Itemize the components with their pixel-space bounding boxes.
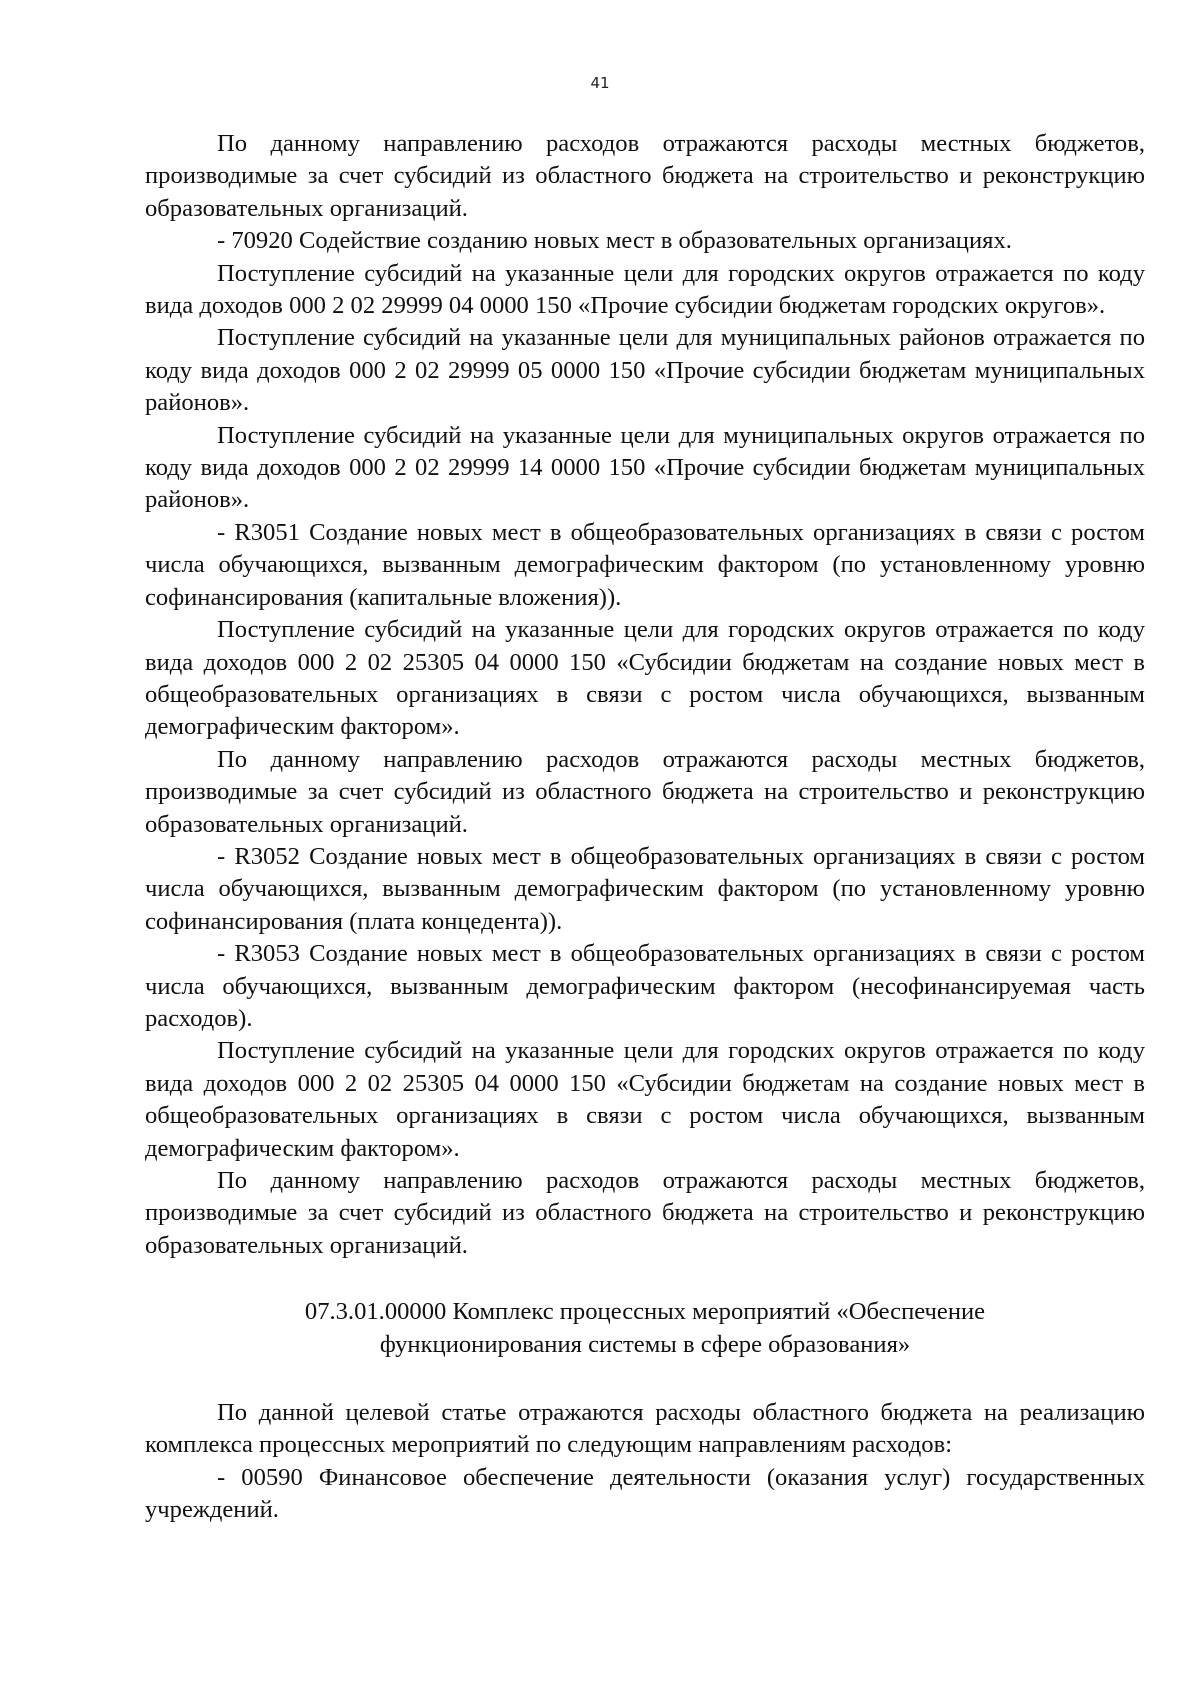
paragraph-local-budgets-construction-2: По данному направлению расходов отражаются расходы местных бюджетов, производимые за счет субсидий из областного бюджета на строительство и реконструкцию образовательных организаций. — [145, 745, 1145, 838]
paragraph-local-budgets-construction: По данному направлению расходов отражаются расходы местных бюджетов, производимые за счет субсидий из областного бюджета на строительство и реконструкцию образовательных организаций. — [145, 130, 1145, 222]
paragraph-local-budgets-construction-3: По данному направлению расходов отражаются расходы местных бюджетов, производимые за счет субсидий из областного бюджета на строительство и реконструкцию образовательных организаций. — [145, 1167, 1145, 1259]
paragraph-income-r3053: Поступление субсидий на указанные цели для городских округов отражается по коду вида доходов 000 2 02 25305 04 0000 150 «Субсидии бюджетам на создание новых мест в общеобразовательных организациях в связи с ростом числа обучающихся, вызванным демографическим фактором». — [145, 1037, 1145, 1162]
section-heading-line-2: функционирования системы в сфере образования» — [379, 1330, 911, 1358]
paragraph-code-70920: - 70920 Содействие созданию новых мест в образовательных организациях. — [217, 227, 1012, 255]
page-number: 41 — [590, 74, 610, 92]
paragraph-income-r3051: Поступление субсидий на указанные цели для городских округов отражается по коду вида доходов 000 2 02 25305 04 0000 150 «Субсидии бюджетам на создание новых мест в общеобразовательных организациях в связи с ростом числа обучающихся, вызванным демографическим фактором». — [145, 616, 1145, 741]
paragraph-code-00590: - 00590 Финансовое обеспечение деятельности (оказания услуг) государственных учреждений. — [145, 1463, 1145, 1524]
paragraph-income-municipal-districts: Поступление субсидий на указанные цели для муниципальных районов отражается по коду вида доходов 000 2 02 29999 05 0000 150 «Прочие субсидии бюджетам муниципальных районов». — [145, 324, 1145, 417]
paragraph-income-city-districts: Поступление субсидий на указанные цели для городских округов отражается по коду вида доходов 000 2 02 29999 04 0000 150 «Прочие субсидии бюджетам городских округов». — [145, 259, 1145, 320]
paragraph-code-r3052: - R3052 Создание новых мест в общеобразовательных организациях в связи с ростом числа обучающихся, вызванным демографическим фактором (по установленному уровню софинансирования (плата концедента)). — [145, 842, 1145, 935]
paragraph-income-municipal-okrugs: Поступление субсидий на указанные цели для муниципальных округов отражается по коду вида доходов 000 2 02 29999 14 0000 150 «Прочие субсидии бюджетам муниципальных районов». — [145, 421, 1145, 514]
document-body — [145, 128, 1145, 1527]
section-heading — [145, 1296, 1145, 1361]
section-heading-line-1: 07.3.01.00000 Комплекс процессных мероприятий «Обеспечение — [304, 1298, 986, 1326]
paragraph-code-r3053: - R3053 Создание новых мест в общеобразовательных организациях в связи с ростом числа обучающихся, вызванным демографическим фактором (несофинансируемая часть расходов). — [145, 940, 1145, 1032]
paragraph-target-article: По данной целевой статье отражаются расходы областного бюджета на реализацию комплекса процессных мероприятий по следующим направлениям расходов: — [145, 1399, 1145, 1459]
paragraph-code-r3051: - R3051 Создание новых мест в общеобразовательных организациях в связи с ростом числа обучающихся, вызванным демографическим фактором (по установленному уровню софинансирования (капитальные вложения)). — [145, 518, 1145, 611]
